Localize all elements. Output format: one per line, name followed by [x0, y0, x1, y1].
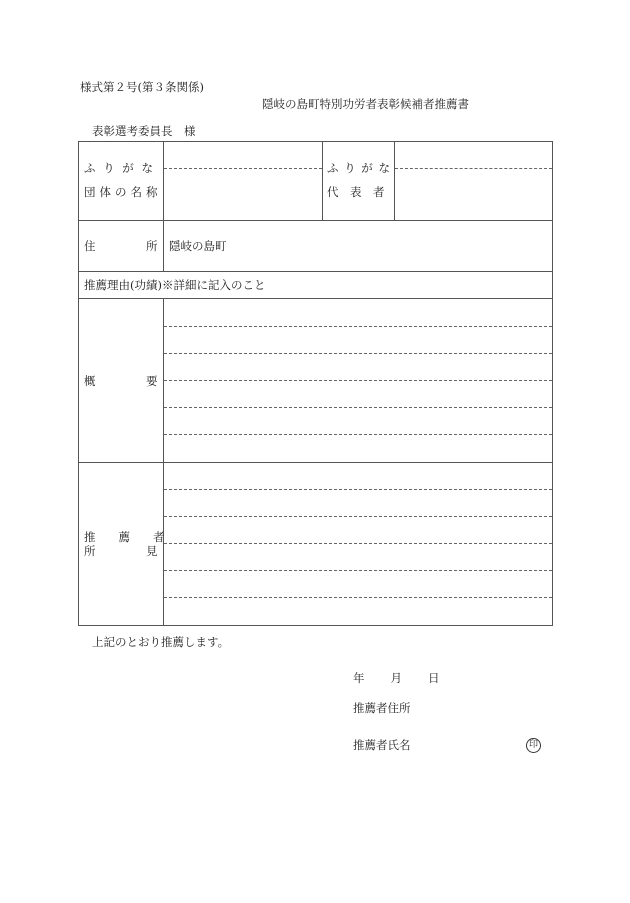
- furigana-label: ふ り が な: [84, 161, 155, 175]
- closing-text: 上記のとおり推薦します。: [92, 635, 230, 649]
- seal-icon: 印: [526, 738, 541, 753]
- opinion-label: 所: [84, 544, 96, 558]
- summary-label: 要: [146, 374, 158, 388]
- reason-label: 推薦理由(功績)※詳細に記入のこと: [84, 278, 266, 292]
- date-line: 年 月 日: [353, 671, 441, 685]
- opinion-label: 推 薦 者: [84, 530, 165, 544]
- recommender-name-label: 推薦者氏名: [353, 738, 411, 752]
- address-label: 所: [146, 239, 158, 253]
- summary-label: 概: [84, 374, 96, 388]
- document-title: 隠岐の島町特別功労者表彰候補者推薦書: [262, 97, 469, 111]
- representative-label: 代 表 者: [327, 185, 385, 199]
- address-label: 住: [84, 239, 96, 253]
- org-name-label: 団体の名称: [84, 185, 162, 199]
- addressee: 表彰選考委員長 様: [92, 124, 196, 138]
- recommender-address-label: 推薦者住所: [353, 701, 411, 715]
- furigana-label-2: ふ り が な: [327, 161, 391, 175]
- form-number: 様式第２号(第３条関係): [80, 80, 204, 94]
- address-value[interactable]: 隠岐の島町: [169, 239, 227, 253]
- opinion-label: 見: [146, 544, 158, 558]
